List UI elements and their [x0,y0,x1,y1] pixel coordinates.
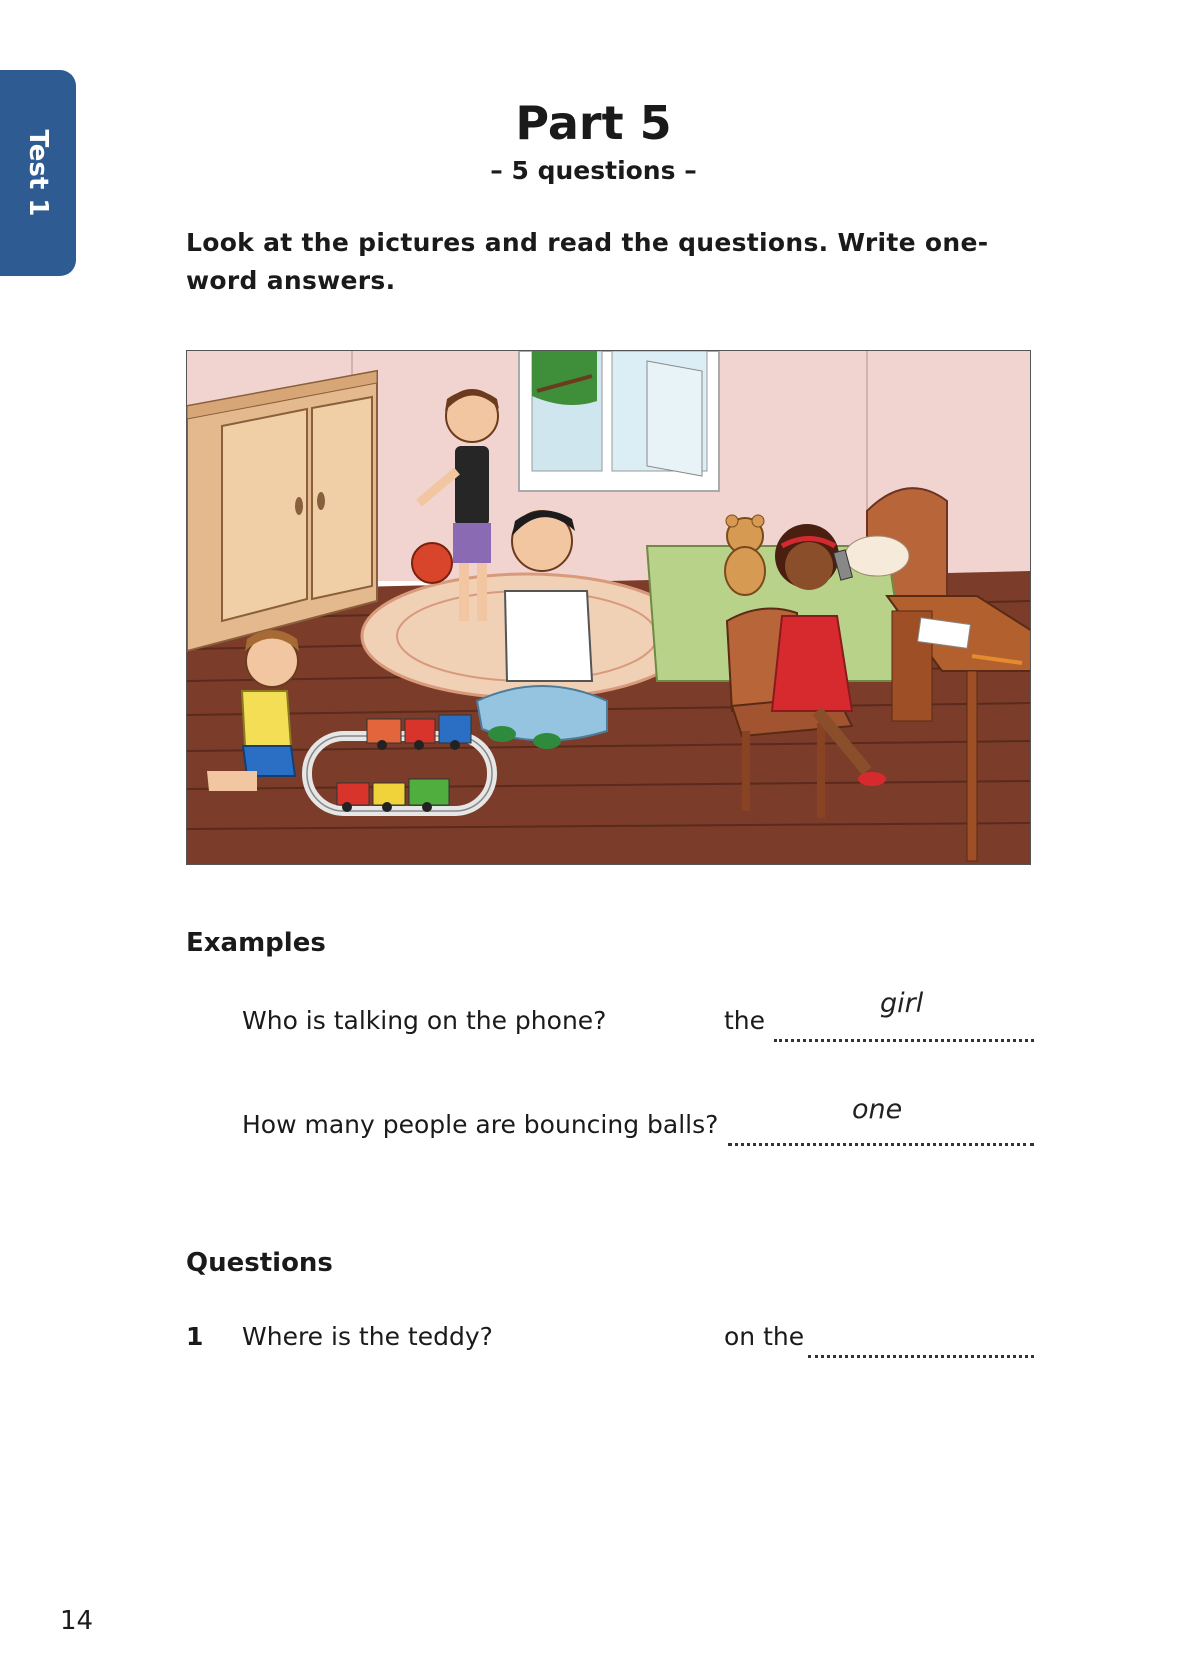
question-text: Where is the teddy? [242,1322,493,1351]
teddy-bear-icon [725,515,765,595]
page-number: 14 [60,1606,94,1636]
examples-heading: Examples [186,928,326,958]
wardrobe-icon [187,371,377,651]
question-row [186,1316,1034,1360]
answer-input-line[interactable] [808,1355,1034,1358]
test-tab-label: Test 1 [23,129,53,217]
example-answer: one [852,1094,903,1125]
question-number: 1 [186,1322,204,1351]
answer-prefix: on the [724,1322,805,1351]
example-question: Who is talking on the phone? [242,1006,607,1035]
example-row [186,1094,1034,1148]
answer-line[interactable] [728,1143,1034,1146]
window-icon [519,351,719,491]
answer-line[interactable] [774,1039,1034,1042]
question-count-subtitle: – 5 questions – [490,156,697,185]
example-question: How many people are bouncing balls? [242,1110,719,1139]
bedroom-illustration [186,350,1031,865]
ball-icon [412,543,452,583]
instructions: Look at the pictures and read the questions. Write one-word answers. [186,228,989,295]
page-title: Part 5 [515,96,672,150]
questions-heading: Questions [186,1248,333,1278]
example-row [186,988,1034,1044]
answer-prefix: the [724,1006,766,1035]
example-answer: girl [880,988,924,1019]
